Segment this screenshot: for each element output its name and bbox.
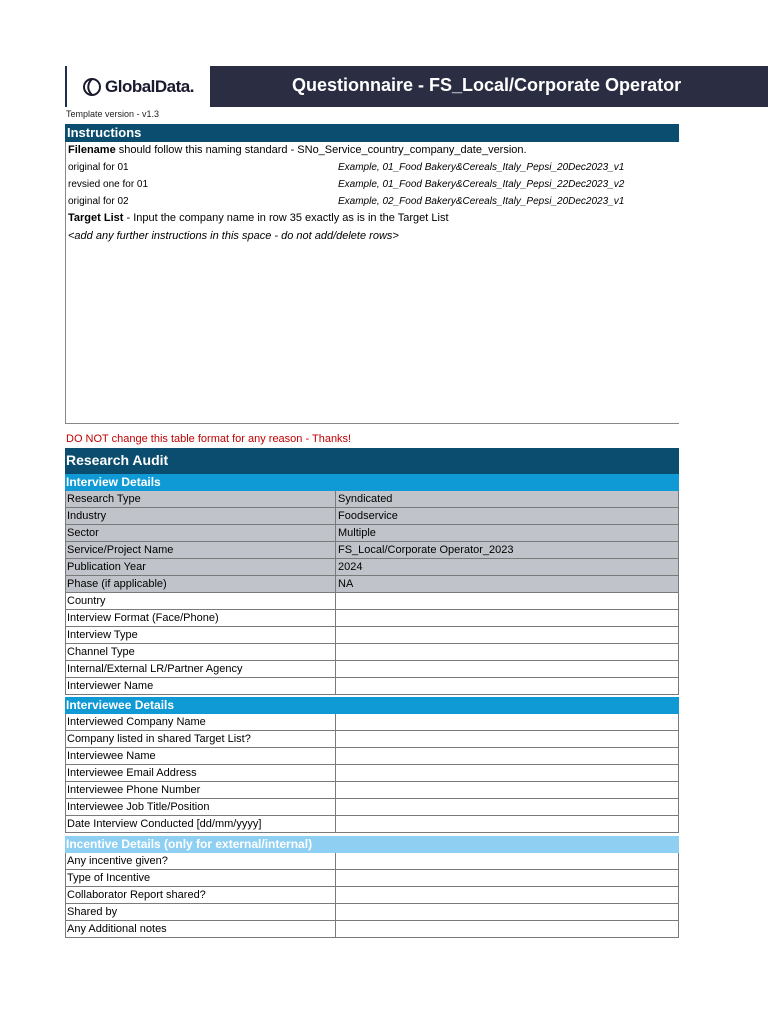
template-version: Template version - v1.3 [66, 109, 160, 119]
row-value[interactable] [336, 887, 678, 903]
brand-logo [65, 66, 210, 107]
table-row [65, 491, 679, 508]
table-row [65, 748, 679, 765]
table-row [65, 559, 679, 576]
table-row [65, 816, 679, 833]
filename-label: Filename [68, 144, 116, 156]
table-row [65, 799, 679, 816]
row-label: Any incentive given? [66, 853, 336, 869]
example-value: Example, 02_Food Bakery&Cereals_Italy_Pepsi_20Dec2023_v1 [338, 196, 625, 207]
example-label: original for 02 [68, 196, 129, 207]
row-label: Interviewed Company Name [66, 714, 336, 730]
table-row [65, 525, 679, 542]
globaldata-logo-icon [81, 76, 103, 98]
row-value[interactable] [336, 765, 678, 781]
row-value[interactable]: FS_Local/Corporate Operator_2023 [338, 544, 514, 556]
table-row [65, 765, 679, 782]
row-value[interactable]: NA [338, 578, 354, 590]
row-value[interactable] [336, 661, 678, 677]
page-title: Questionnaire - FS_Local/Corporate Operator [292, 75, 682, 95]
row-value[interactable]: Multiple [338, 527, 376, 539]
table-row [65, 644, 679, 661]
row-label: Company listed in shared Target List? [66, 731, 336, 747]
row-label: Any Additional notes [66, 921, 336, 937]
row-value[interactable] [336, 816, 678, 832]
row-value[interactable] [336, 731, 678, 747]
table-row [65, 782, 679, 799]
row-value[interactable] [336, 610, 678, 626]
page-header [65, 66, 768, 107]
row-value[interactable] [336, 714, 678, 730]
row-value[interactable] [336, 921, 678, 937]
row-label: Interviewer Name [66, 678, 336, 694]
table-row [65, 904, 679, 921]
row-label: Shared by [66, 904, 336, 920]
row-label: Interviewee Phone Number [66, 782, 336, 798]
row-label: Country [66, 593, 336, 609]
row-label: Type of Incentive [66, 870, 336, 886]
example-value: Example, 01_Food Bakery&Cereals_Italy_Pepsi_22Dec2023_v2 [338, 179, 625, 190]
row-value[interactable] [336, 627, 678, 643]
row-value[interactable]: 2024 [338, 561, 363, 573]
row-value[interactable] [336, 644, 678, 660]
filename-instruction [68, 144, 527, 156]
row-value[interactable] [336, 593, 678, 609]
logo-text: GlobalData. [105, 77, 194, 96]
table-row [65, 887, 679, 904]
table-row [65, 714, 679, 731]
title-banner [210, 66, 768, 107]
row-value[interactable] [336, 904, 678, 920]
row-label: Sector [66, 525, 336, 541]
row-label: Service/Project Name [66, 542, 336, 558]
table-row [65, 627, 679, 644]
row-label: Interviewee Name [66, 748, 336, 764]
target-list-instruction [68, 212, 449, 224]
example-label: original for 01 [68, 162, 129, 173]
table-row [65, 921, 679, 938]
example-label: revsied one for 01 [68, 179, 149, 190]
table-row [65, 870, 679, 887]
row-label: Phase (if applicable) [66, 576, 336, 592]
row-label: Interview Type [66, 627, 336, 643]
filename-text: should follow this naming standard - SNo_Service_country_company_date_version. [115, 144, 527, 156]
row-value[interactable] [336, 748, 678, 764]
table-row [65, 731, 679, 748]
format-warning: DO NOT change this table format for any reason - Thanks! [66, 433, 352, 445]
row-label: Interview Format (Face/Phone) [66, 610, 336, 626]
further-instructions[interactable]: <add any further instructions in this space - do not add/delete rows> [68, 230, 399, 242]
row-value[interactable] [336, 678, 678, 694]
incentive-details-heading: Incentive Details (only for external/internal) [65, 836, 679, 853]
row-label: Channel Type [66, 644, 336, 660]
example-value: Example, 01_Food Bakery&Cereals_Italy_Pepsi_20Dec2023_v1 [338, 162, 625, 173]
row-label: Interviewee Job Title/Position [66, 799, 336, 815]
row-label: Publication Year [66, 559, 336, 575]
row-label: Interviewee Email Address [66, 765, 336, 781]
table-row [65, 678, 679, 695]
interview-details-heading: Interview Details [65, 474, 679, 491]
interviewee-details-heading: Interviewee Details [65, 697, 679, 714]
row-value[interactable] [336, 799, 678, 815]
table-row [65, 853, 679, 870]
instructions-heading: Instructions [65, 124, 679, 142]
row-value[interactable] [336, 853, 678, 869]
instructions-panel [65, 142, 679, 424]
table-row [65, 576, 679, 593]
row-label: Industry [66, 508, 336, 524]
table-row [65, 508, 679, 525]
target-list-label: Target List [68, 212, 124, 224]
table-row [65, 593, 679, 610]
row-label: Collaborator Report shared? [66, 887, 336, 903]
target-list-text: - Input the company name in row 35 exactly as is in the Target List [123, 212, 449, 224]
row-label: Research Type [66, 491, 336, 507]
row-value[interactable] [336, 870, 678, 886]
table-row [65, 661, 679, 678]
row-value[interactable]: Foodservice [338, 510, 398, 522]
row-value[interactable] [336, 782, 678, 798]
research-audit-heading: Research Audit [65, 448, 679, 474]
row-label: Internal/External LR/Partner Agency [66, 661, 336, 677]
row-value[interactable]: Syndicated [338, 493, 393, 505]
table-row [65, 542, 679, 559]
table-row [65, 610, 679, 627]
row-label: Date Interview Conducted [dd/mm/yyyy] [66, 816, 336, 832]
